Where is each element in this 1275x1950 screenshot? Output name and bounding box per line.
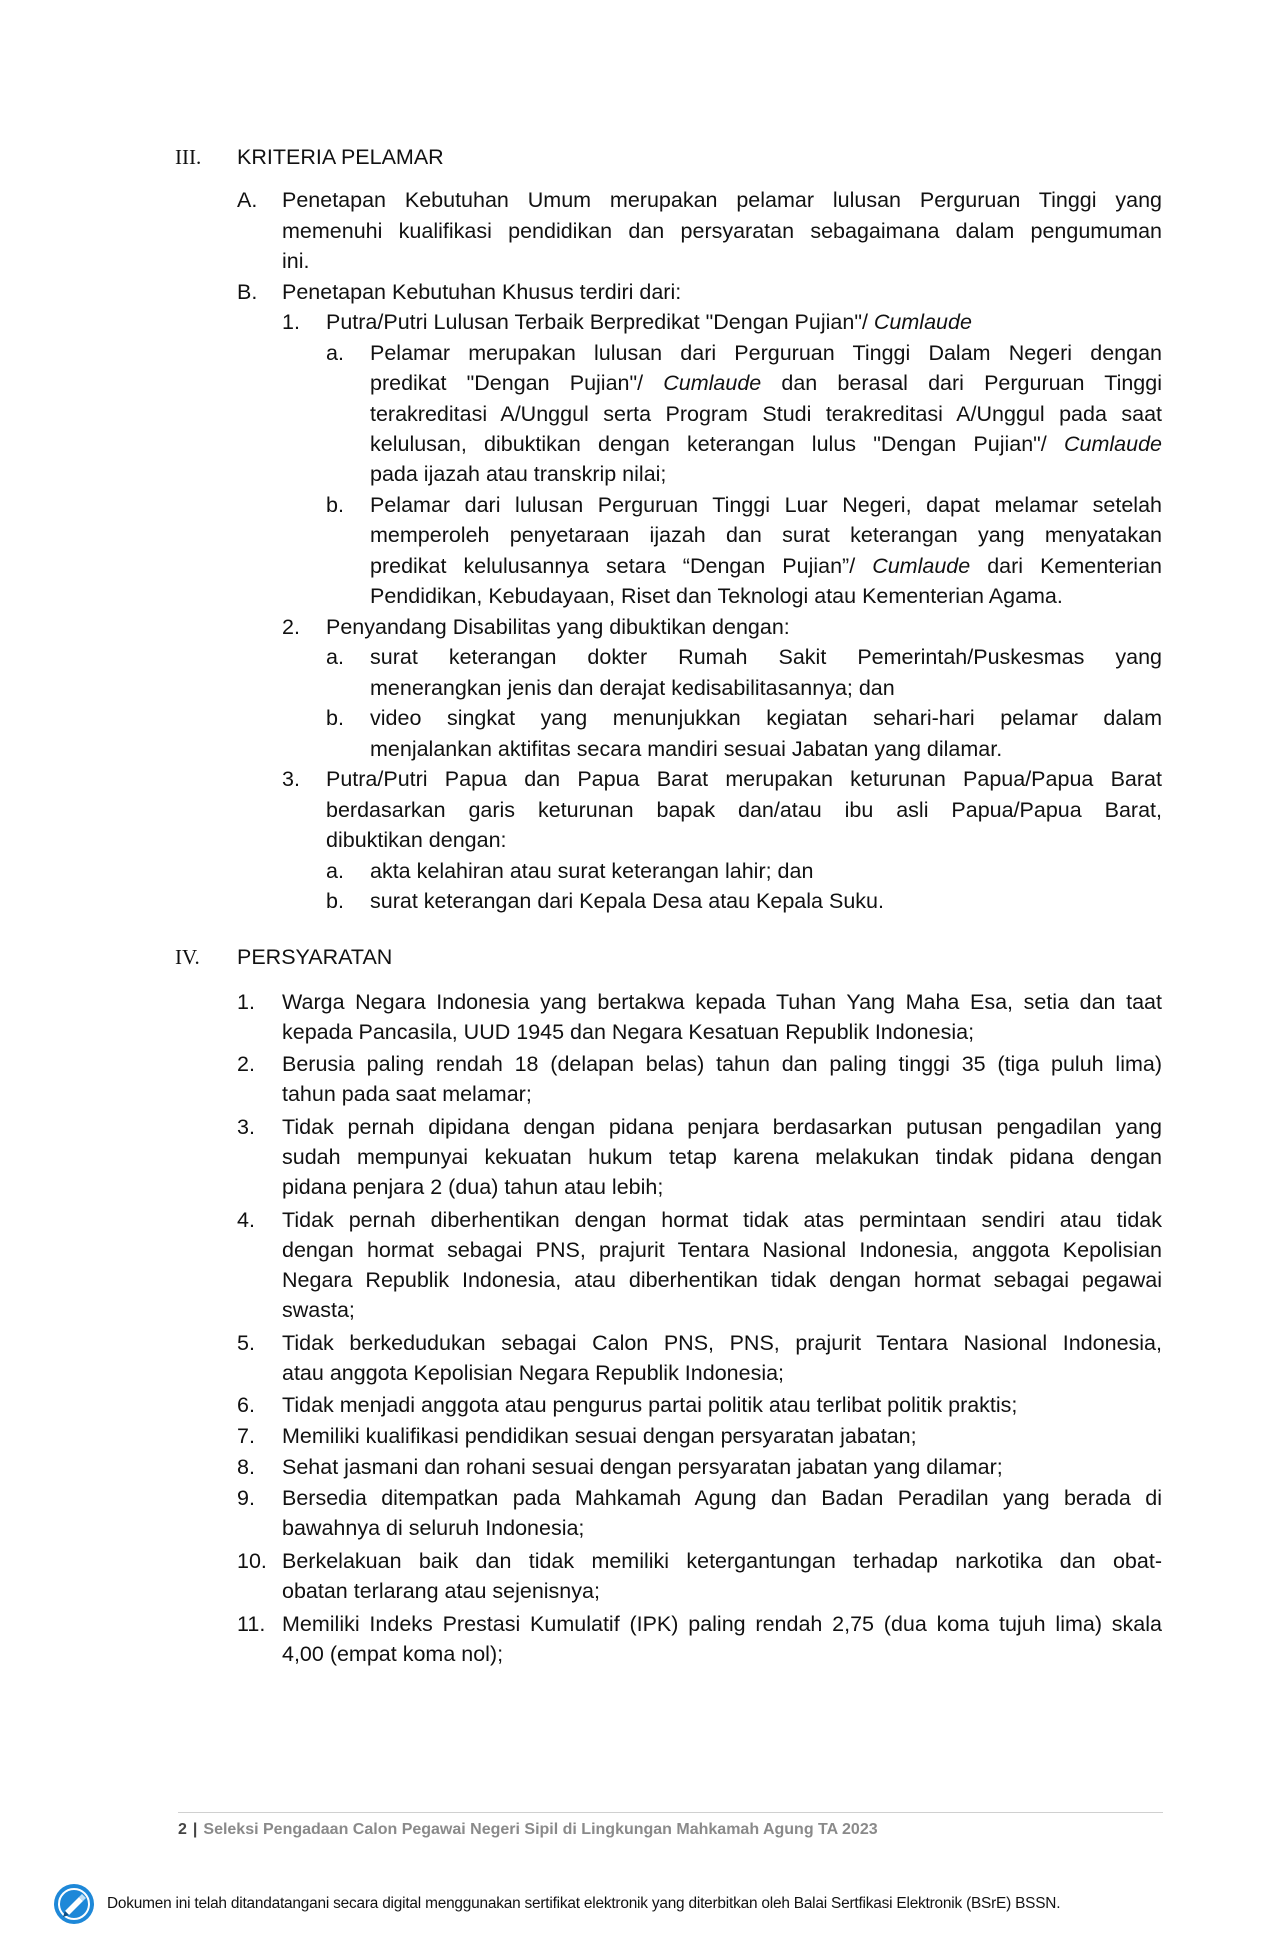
req-line: bawahnya di seluruh Indonesia; (282, 1516, 585, 1540)
req-marker: 2. (237, 1052, 255, 1076)
item-a-line: memenuhi kualifikasi pendidikan dan persyaratan sebagaimana dalam pengumuman (282, 219, 1162, 243)
req-marker: 1. (237, 990, 255, 1014)
b2b-line: menjalankan aktifitas secara mandiri sesuai Jabatan yang dilamar. (370, 737, 1003, 761)
req-marker: 10. (237, 1549, 267, 1573)
req-line: swasta; (282, 1298, 355, 1322)
b1b-line: Pelamar dari lulusan Perguruan Tinggi Luar Negeri, dapat melamar setelah (370, 493, 1162, 517)
b1-marker: 1. (282, 310, 300, 334)
req-line: obatan terlarang atau sejenisnya; (282, 1579, 600, 1603)
footer-separator: | (192, 1821, 198, 1838)
b2a-line: menerangkan jenis dan derajat kedisabilitasannya; dan (370, 676, 895, 700)
section-3-title: KRITERIA PELAMAR (237, 145, 444, 169)
b2b-line: video singkat yang menunjukkan kegiatan sehari-hari pelamar dalam (370, 706, 1162, 730)
req-marker: 3. (237, 1115, 255, 1139)
item-b-marker: B. (237, 280, 258, 304)
b3-line: berdasarkan garis keturunan bapak dan/atau ibu asli Papua/Papua Barat, (326, 798, 1162, 822)
req-line: dengan hormat sebagai PNS, prajurit Tentara Nasional Indonesia, anggota Kepolisian (282, 1238, 1162, 1262)
b2a-line: surat keterangan dokter Rumah Sakit Pemerintah/Puskesmas yang (370, 645, 1162, 669)
req-line: Berusia paling rendah 18 (delapan belas) tahun dan paling tinggi 35 (tiga puluh lima) (282, 1052, 1162, 1076)
b3a-marker: a. (326, 859, 344, 883)
b1a-line: predikat "Dengan Pujian"/ Cumlaude dan berasal dari Perguruan Tinggi (370, 371, 1162, 395)
req-line: Memiliki Indeks Prestasi Kumulatif (IPK) paling rendah 2,75 (dua koma tujuh lima) skala (282, 1612, 1162, 1636)
b3-marker: 3. (282, 767, 300, 791)
req-marker: 6. (237, 1393, 255, 1417)
req-line: pidana penjara 2 (dua) tahun atau lebih; (282, 1175, 664, 1199)
b1b-line: predikat kelulusannya setara “Dengan Pujian”/ Cumlaude dari Kementerian (370, 554, 1162, 578)
req-line: 4,00 (empat koma nol); (282, 1642, 504, 1666)
req-line: Berkelakuan baik dan tidak memiliki ketergantungan terhadap narkotika dan obat- (282, 1549, 1162, 1573)
page-footer (178, 1818, 878, 1842)
b1a-line: Pelamar merupakan lulusan dari Perguruan Tinggi Dalam Negeri dengan (370, 341, 1162, 365)
section-4-title: PERSYARATAN (237, 945, 393, 969)
b1b-marker: b. (326, 493, 344, 517)
req-marker: 5. (237, 1331, 255, 1355)
item-a-marker: A. (237, 188, 258, 212)
b1a-marker: a. (326, 341, 344, 365)
b3-line: dibuktikan dengan: (326, 828, 507, 852)
footer-title: Seleksi Pengadaan Calon Pegawai Negeri Sipil di Lingkungan Mahkamah Agung TA 2023 (203, 1821, 878, 1838)
req-marker: 8. (237, 1455, 255, 1479)
b1a-line: kelulusan, dibuktikan dengan keterangan lulus "Dengan Pujian"/ Cumlaude (370, 432, 1162, 456)
b1a-line: pada ijazah atau transkrip nilai; (370, 462, 667, 486)
b3a-text: akta kelahiran atau surat keterangan lahir; dan (370, 859, 814, 883)
b2-text: Penyandang Disabilitas yang dibuktikan dengan: (326, 615, 790, 639)
req-line: Tidak pernah diberhentikan dengan hormat tidak atas permintaan sendiri atau tidak (282, 1208, 1162, 1232)
req-marker: 4. (237, 1208, 255, 1232)
b1b-line: memperoleh penyetaraan ijazah dan surat keterangan yang menyatakan (370, 523, 1162, 547)
req-line: Tidak menjadi anggota atau pengurus partai politik atau terlibat politik praktis; (282, 1393, 1018, 1417)
req-marker: 11. (237, 1612, 266, 1636)
req-line: kepada Pancasila, UUD 1945 dan Negara Kesatuan Republik Indonesia; (282, 1020, 975, 1044)
item-b-text: Penetapan Kebutuhan Khusus terdiri dari: (282, 280, 682, 304)
bsre-seal-icon (52, 1882, 96, 1926)
req-line: Tidak pernah dipidana dengan pidana penjara berdasarkan putusan pengadilan yang (282, 1115, 1162, 1139)
req-line: sudah mempunyai kekuatan hukum tetap karena melakukan tindak pidana dengan (282, 1145, 1162, 1169)
b3-line: Putra/Putri Papua dan Papua Barat merupakan keturunan Papua/Papua Barat (326, 767, 1162, 791)
b2-marker: 2. (282, 615, 300, 639)
b1a-line: terakreditasi A/Unggul serta Program Studi terakreditasi A/Unggul pada saat (370, 402, 1162, 426)
b2b-marker: b. (326, 706, 344, 730)
b1-text: Putra/Putri Lulusan Terbaik Berpredikat "Dengan Pujian"/ Cumlaude (326, 310, 972, 334)
section-3-number: III. (175, 145, 202, 169)
req-line: atau anggota Kepolisian Negara Republik Indonesia; (282, 1361, 785, 1385)
req-line: Negara Republik Indonesia, atau diberhentikan tidak dengan hormat sebagai pegawai (282, 1268, 1162, 1292)
b3b-text: surat keterangan dari Kepala Desa atau Kepala Suku. (370, 889, 884, 913)
b3b-marker: b. (326, 889, 344, 913)
b2a-marker: a. (326, 645, 344, 669)
req-line: Memiliki kualifikasi pendidikan sesuai dengan persyaratan jabatan; (282, 1424, 917, 1448)
req-line: Sehat jasmani dan rohani sesuai dengan persyaratan jabatan yang dilamar; (282, 1455, 1003, 1479)
item-a-line: Penetapan Kebutuhan Umum merupakan pelamar lulusan Perguruan Tinggi yang (282, 188, 1162, 212)
item-a-line: ini. (282, 249, 310, 273)
section-4-number: IV. (175, 945, 200, 969)
req-marker: 7. (237, 1424, 255, 1448)
page-number: 2 (178, 1821, 187, 1838)
req-marker: 9. (237, 1486, 255, 1510)
req-line: Tidak berkedudukan sebagai Calon PNS, PNS, prajurit Tentara Nasional Indonesia, (282, 1331, 1162, 1355)
req-line: Warga Negara Indonesia yang bertakwa kepada Tuhan Yang Maha Esa, setia dan taat (282, 990, 1162, 1014)
b1b-line: Pendidikan, Kebudayaan, Riset dan Teknologi atau Kementerian Agama. (370, 584, 1063, 608)
req-line: Bersedia ditempatkan pada Mahkamah Agung dan Badan Peradilan yang berada di (282, 1486, 1162, 1510)
digital-signature-note: Dokumen ini telah ditandatangani secara digital menggunakan sertifikat elektronik yang diterbitkan oleh Balai Sertfikasi Elektronik (BSrE) BSSN. (107, 1895, 1061, 1912)
req-line: tahun pada saat melamar; (282, 1082, 532, 1106)
footer-divider (178, 1812, 1163, 1813)
